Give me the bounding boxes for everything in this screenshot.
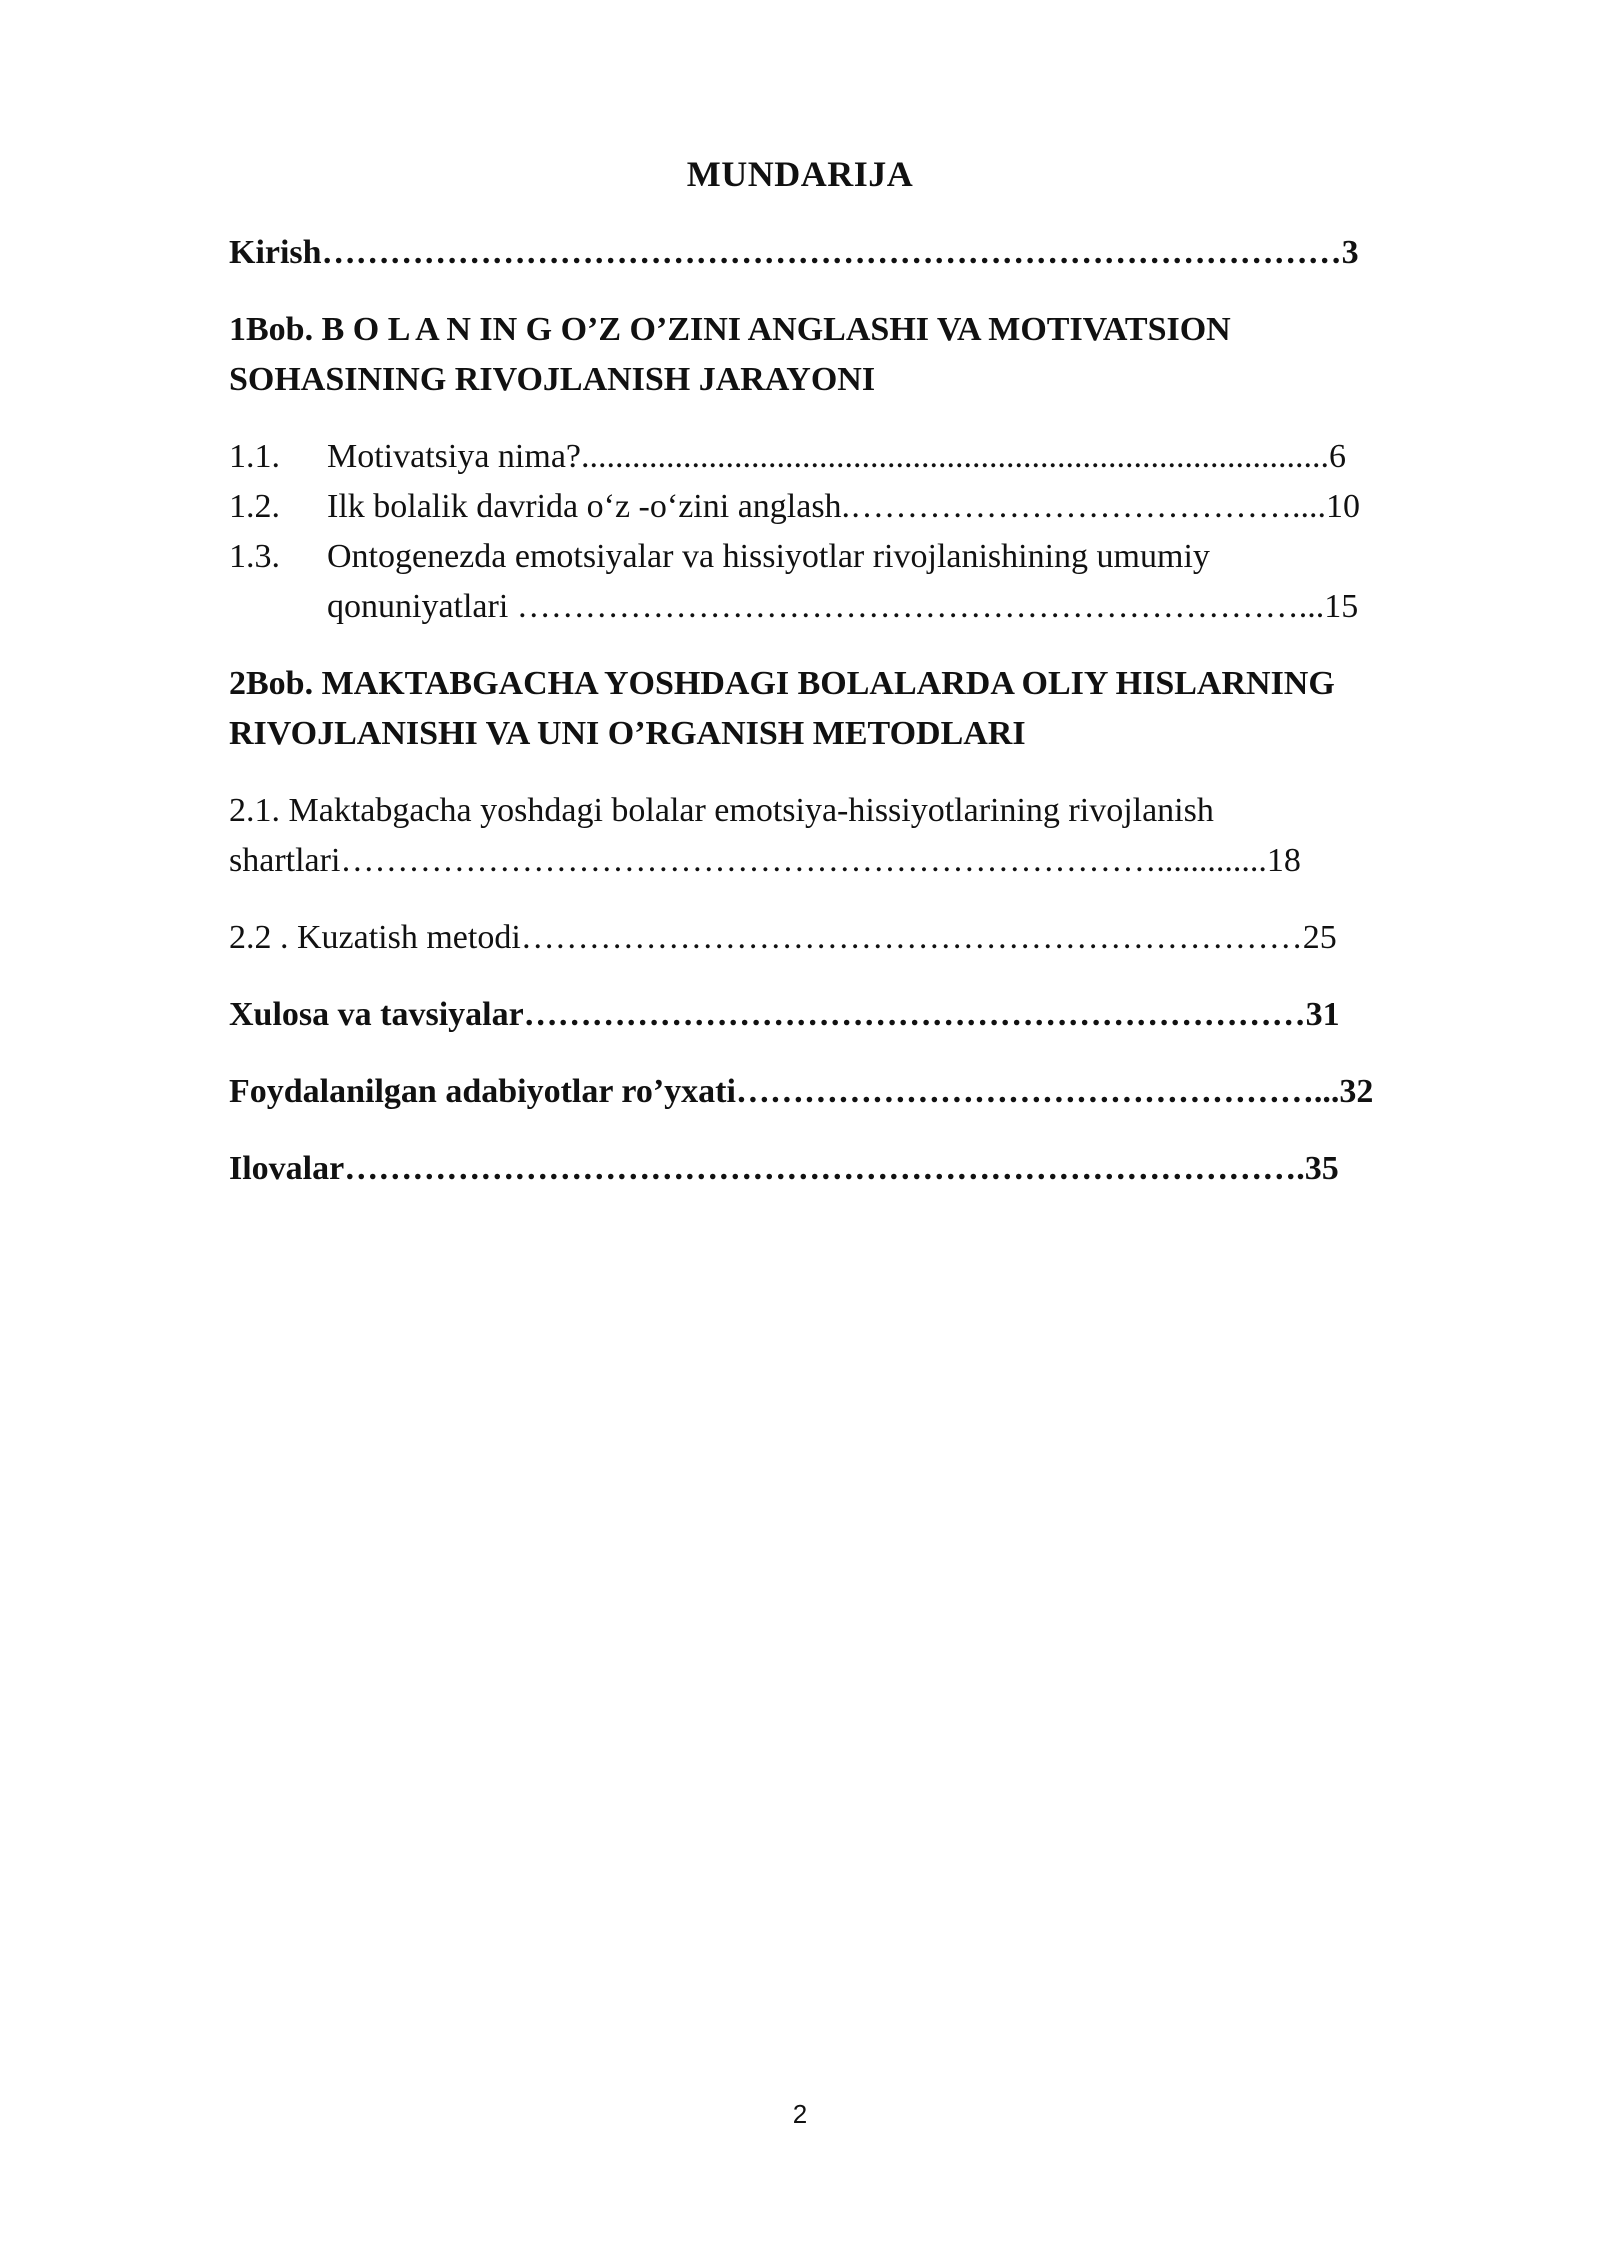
toc-entry-xulosa: Xulosa va tavsiyalar……………………………………………………………31 bbox=[229, 996, 1340, 1033]
toc-entry-number: 1.2. bbox=[229, 488, 280, 525]
toc-entry-2-1-continuation: shartlari……………………………………………………………….............18 bbox=[229, 842, 1301, 879]
page-title: MUNDARIJA bbox=[686, 154, 914, 194]
toc-entry-1-3 bbox=[229, 532, 1210, 582]
toc-entry-2-1: 2.1. Maktabgacha yoshdagi bolalar emotsiya-hissiyotlarining rivojlanish bbox=[229, 792, 1214, 829]
toc-entry-2-2: 2.2 . Kuzatish metodi……………………………………………………………25 bbox=[229, 919, 1337, 956]
toc-chapter-2-line-2: RIVOJLANISHI VA UNI O’RGANISH METODLARI bbox=[229, 715, 1026, 752]
toc-entry-number: 1.1. bbox=[229, 438, 280, 475]
toc-chapter-1-line-2: SOHASINING RIVOJLANISH JARAYONI bbox=[229, 361, 876, 398]
toc-entry-1-2 bbox=[229, 482, 1360, 532]
toc-entry-ilovalar: Ilovalar………………………………………………………………………….35 bbox=[229, 1150, 1339, 1187]
toc-entry-number: 1.3. bbox=[229, 538, 280, 575]
toc-entry-text: Ontogenezda emotsiyalar va hissiyotlar rivojlanishining umumiy bbox=[327, 538, 1210, 575]
toc-entry-foydalanilgan-adabiyotlar: Foydalanilgan adabiyotlar ro’yxati……………………………………………...32 bbox=[229, 1073, 1374, 1110]
toc-entry-text: Ilk bolalik davrida o‘z -o‘zini anglash.…………………………………....10 bbox=[327, 488, 1361, 525]
toc-chapter-2-line-1: 2Bob. MAKTABGACHA YOSHDAGI BOLALARDA OLIY HISLARNING bbox=[229, 665, 1335, 702]
toc-entry-1-3-continuation: qonuniyatlari ……………………………………………………………...15 bbox=[327, 588, 1359, 625]
toc-entry-text: Motivatsiya nima?........................................................................................6 bbox=[327, 438, 1347, 475]
toc-chapter-1-line-1: 1Bob. B O L A N IN G O’Z O’ZINI ANGLASHI VA MOTIVATSION bbox=[229, 311, 1231, 348]
toc-entry-1-1 bbox=[229, 432, 1346, 482]
toc-entry-kirish: Kirish………………………………………………………………………………3 bbox=[229, 234, 1359, 271]
page-number: 2 bbox=[792, 2099, 808, 2129]
